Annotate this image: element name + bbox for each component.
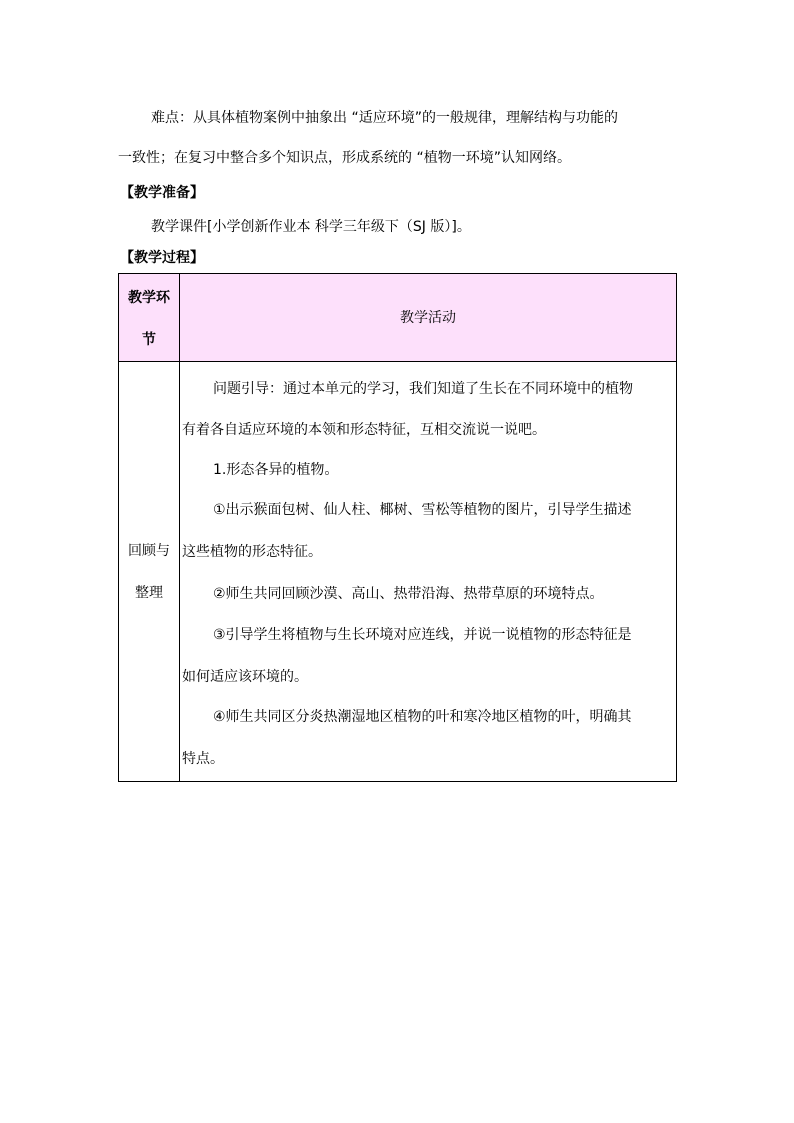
table-header-row <box>119 274 676 362</box>
stage-line-1: 回顾与 <box>128 543 170 559</box>
teaching-preparation-text: 教学课件[小学创新作业本 科学三年级下（SJ 版）]。 <box>151 219 471 235</box>
activity-line: ②师生共同回顾沙漠、高山、热带沿海、热带草原的环境特点。 <box>213 586 604 602</box>
header-stage-line-1: 教学环 <box>128 290 170 306</box>
activity-line: 1.形态各异的植物。 <box>213 462 339 478</box>
activity-line: 有着各自适应环境的本领和形态特征，互相交流说一说吧。 <box>182 422 546 438</box>
activity-line: ④师生共同区分炎热潮湿地区植物的叶和寒冷地区植物的叶，明确其 <box>213 709 632 725</box>
activity-line: 这些植物的形态特征。 <box>182 544 322 560</box>
activity-line: 如何适应该环境的。 <box>182 669 308 685</box>
activity-line: 特点。 <box>182 751 224 767</box>
teaching-process-heading: 【教学过程】 <box>120 250 204 266</box>
header-stage-line-2: 节 <box>142 332 156 348</box>
difficulty-paragraph-line-1: 难点：从具体植物案例中抽象出 “适应环境”的一般规律，理解结构与功能的 <box>151 110 618 126</box>
header-stage-cell <box>119 274 179 362</box>
activity-line: 问题引导：通过本单元的学习，我们知道了生长在不同环境中的植物 <box>213 381 633 397</box>
teaching-preparation-heading: 【教学准备】 <box>120 185 204 201</box>
activity-line: ①出示猴面包树、仙人柱、椰树、雪松等植物的图片，引导学生描述 <box>213 502 632 518</box>
teaching-process-table <box>118 273 677 782</box>
column-divider <box>179 274 180 781</box>
difficulty-paragraph-line-2: 一致性；在复习中整合多个知识点，形成系统的 “植物一环境”认知网络。 <box>118 150 571 166</box>
stage-line-2: 整理 <box>135 585 163 601</box>
activity-line: ③引导学生将植物与生长环境对应连线，并说一说植物的形态特征是 <box>213 627 632 643</box>
header-activity-cell: 教学活动 <box>400 310 456 326</box>
